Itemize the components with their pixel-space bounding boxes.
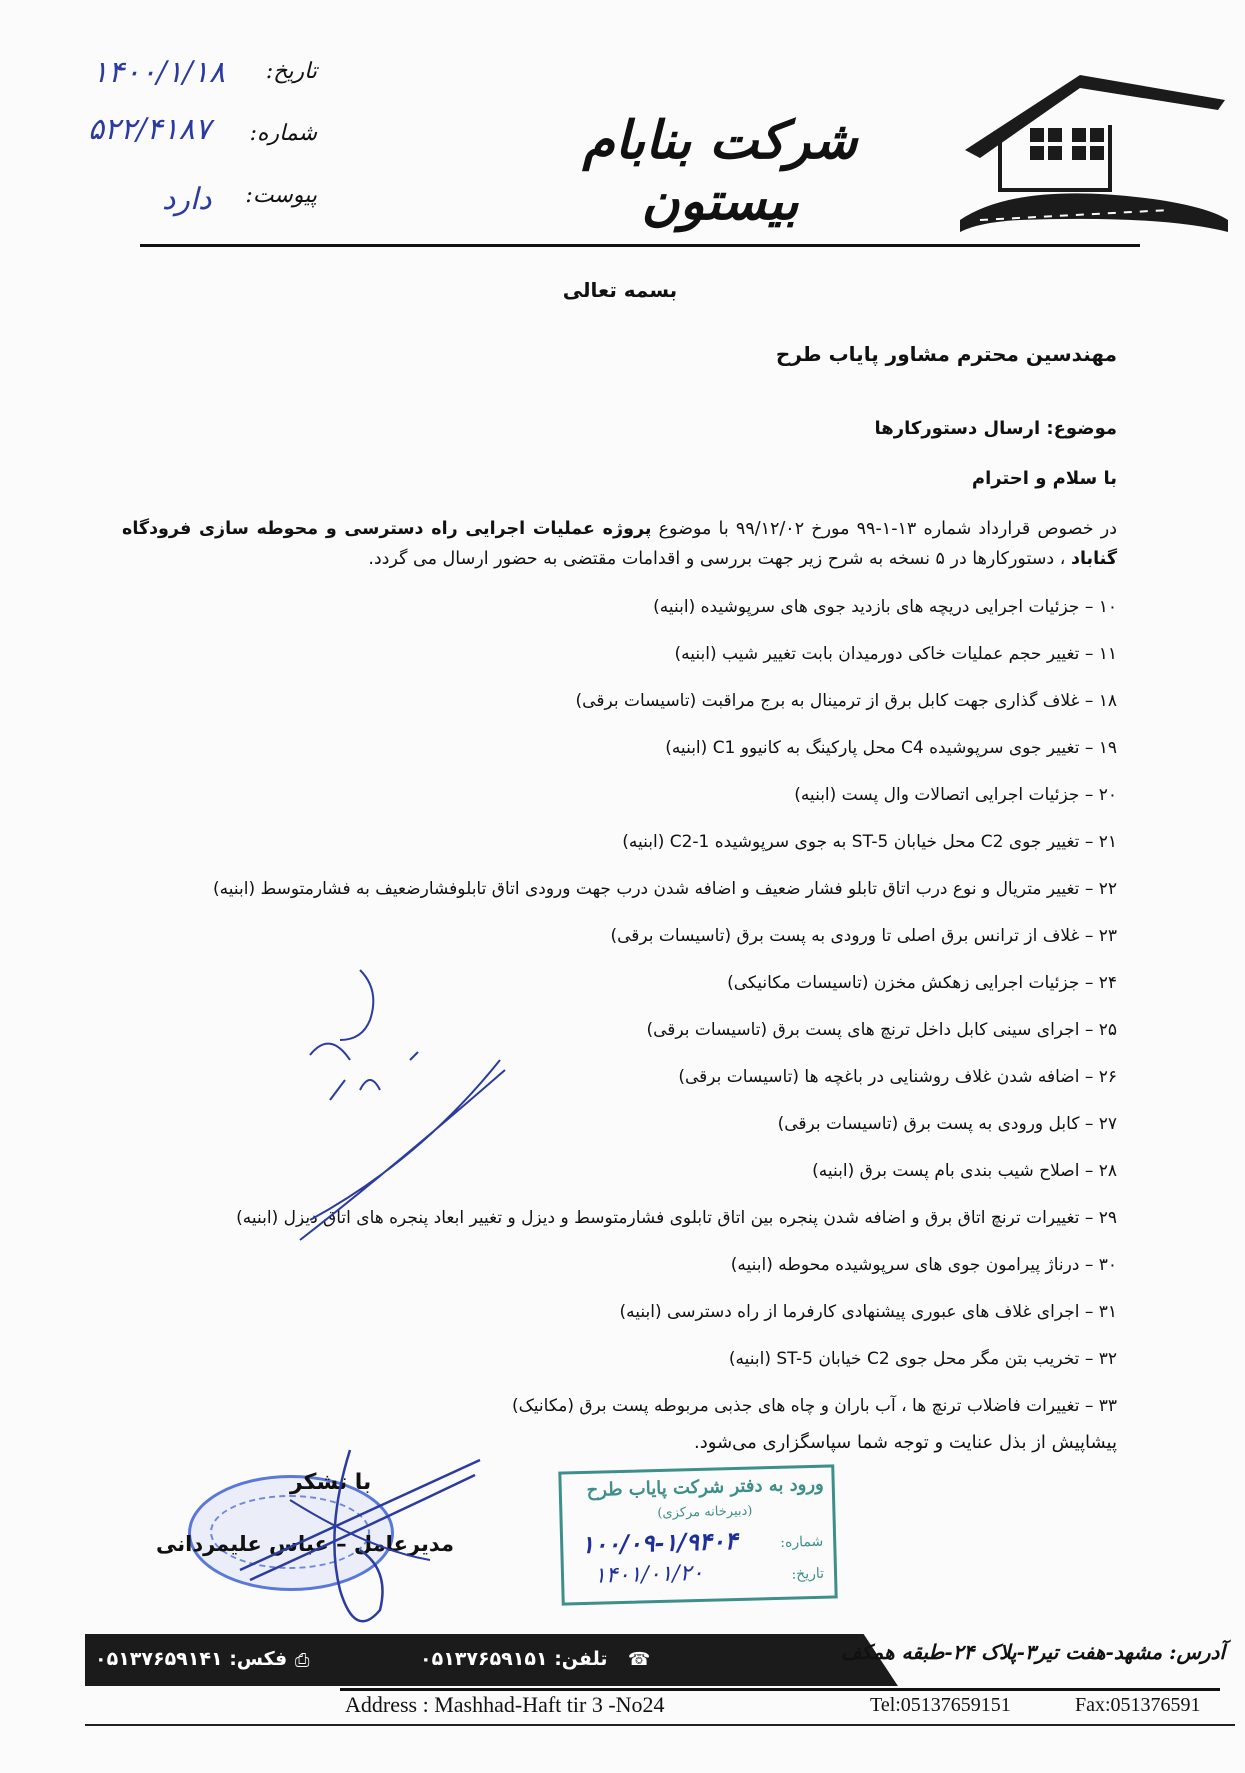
receipt-stamp-subtitle: (دبیرخانه مرکزی)	[657, 1503, 753, 1522]
header-divider	[140, 244, 1140, 247]
footer-divider	[340, 1688, 1220, 1691]
intro-paragraph	[122, 514, 1117, 574]
list-item: ۱۱ – تغییر حجم عملیات خاکی دورمیدان بابت تغییر شیب (ابنیه)	[674, 644, 1117, 664]
list-item: ۲۵ – اجرای سینی کابل داخل ترنچ های پست برق (تاسیسات برقی)	[646, 1020, 1117, 1040]
letter-meta-labels	[245, 55, 317, 241]
footer-fax-fa: فکس: ۰۵۱۳۷۶۵۹۱۴۱	[95, 1648, 288, 1670]
work-order-list	[117, 592, 1117, 1438]
receipt-stamp-title: ورود به دفتر شرکت پایاب طرح	[586, 1473, 824, 1501]
bottom-divider	[85, 1724, 1235, 1726]
footer-phone-fa: تلفن: ۰۵۱۳۷۶۵۹۱۵۱	[420, 1648, 608, 1670]
footer-address-en: Address : Mashhad-Haft tir 3 -No24	[345, 1692, 665, 1717]
attachment-value: دارد	[162, 182, 212, 217]
closing-line: پیشاپیش از بذل عنایت و توجه شما سپاسگزاری می‌شود.	[694, 1432, 1117, 1453]
list-item: ۱۸ – غلاف گذاری جهت کابل برق از ترمینال به برج مراقبت (تاسیسات برقی)	[575, 691, 1117, 711]
receipt-date-label: تاریخ:	[791, 1565, 825, 1583]
receipt-date-value: ۱۴۰۱/۰۱/۲۰	[593, 1560, 704, 1589]
list-item: ۳۰ – درناژ پیرامون جوی های سرپوشیده محوطه (ابنیه)	[730, 1255, 1117, 1275]
list-item: ۲۲ – تغییر متریال و نوع درب اتاق تابلو فشار ضعیف و اضافه شدن درب جهت ورودی اتاق تابلوفشارضعیف به فشارمتوسط (ابنیه)	[213, 879, 1117, 899]
list-item: ۲۹ – تغییرات ترنچ اتاق برق و اضافه شدن پنجره بین اتاق تابلوی فشارمتوسط و دیزل و تغییر ابعاد پنجره های اتاق دیزل (ابنیه)	[236, 1208, 1117, 1228]
footer-address-fa: آدرس: مشهد-هفت تیر۳-پلاک ۲۴-طبقه همکف	[840, 1640, 1225, 1664]
signatory-name: مدیرعامل – عباس علیمردانی	[155, 1532, 454, 1556]
list-item: ۳۱ – اجرای غلاف های عبوری پیشنهادی کارفرما از راه دسترسی (ابنیه)	[619, 1302, 1117, 1322]
besm-heading: بسمه تعالی	[562, 278, 678, 302]
house-logo-icon	[960, 70, 1230, 240]
intro-text-2: ، دستورکارها در ۵ نسخه به شرح زیر جهت بررسی و اقدامات مقتضی به حضور ارسال می گردد.	[368, 549, 1071, 569]
number-label: شماره:	[249, 121, 317, 146]
list-item: ۱۹ – تغییر جوی سرپوشیده C4 محل پارکینگ به کانیوو C1 (ابنیه)	[665, 738, 1117, 758]
receipt-number-value: ۱۰۰/۰۹-۱/۹۴۰۴	[580, 1525, 738, 1560]
receipt-stamp	[558, 1464, 837, 1605]
list-item: ۲۷ – کابل ورودی به پست برق (تاسیسات برقی)	[777, 1114, 1117, 1134]
greeting: با سلام و احترام	[971, 468, 1117, 489]
company-name: شرکت بنابام بیستون	[582, 110, 858, 232]
list-item: ۲۰ – جزئیات اجرایی اتصالات وال پست (ابنیه)	[794, 785, 1117, 805]
receipt-number-label: شماره:	[780, 1533, 824, 1551]
subject-line: موضوع: ارسال دستورکارها	[874, 418, 1117, 439]
date-label: تاریخ:	[265, 59, 317, 84]
handwritten-note-scribble-icon	[270, 960, 540, 1260]
date-value: ۱۴۰۰/۱/۱۸	[92, 55, 226, 90]
list-item: ۲۸ – اصلاح شیب بندی بام پست برق (ابنیه)	[812, 1161, 1117, 1181]
intro-project-title: پروژه عملیات اجرایی راه دسترسی و محوطه سازی فرودگاه گناباد	[122, 519, 1117, 569]
signature-scribble-icon	[230, 1440, 490, 1640]
footer-phone-en: Tel:05137659151	[870, 1694, 1011, 1716]
list-item: ۲۴ – جزئیات اجرایی زهکش مخزن (تاسیسات مکانیکی)	[727, 973, 1117, 993]
list-item: ۲۶ – اضافه شدن غلاف روشنایی در باغچه ها (تاسیسات برقی)	[678, 1067, 1117, 1087]
addressee: مهندسین محترم مشاور پایاب طرح	[775, 342, 1117, 366]
footer-fax-en: Fax:051376591	[1075, 1694, 1201, 1716]
signature-thanks: با تشکر	[290, 1470, 372, 1495]
list-item: ۲۱ – تغییر جوی C2 محل خیابان ST-5 به جوی سرپوشیده C2-1 (ابنیه)	[622, 832, 1117, 852]
list-item: ۱۰ – جزئیات اجرایی دریچه های بازدید جوی های سرپوشیده (ابنیه)	[653, 597, 1117, 617]
phone-icon: ☎	[628, 1649, 651, 1670]
attachment-label: پیوست:	[245, 183, 317, 208]
list-item: ۲۳ – غلاف از ترانس برق اصلی تا ورودی به پست برق (تاسیسات برقی)	[610, 926, 1117, 946]
number-value: ۵۲۲/۴۱۸۷	[88, 112, 211, 147]
list-item: ۳۳ – تغییرات فاضلاب ترنچ ها ، آب باران و چاه های جذبی مربوطه پست برق (مکانیک)	[511, 1396, 1117, 1416]
intro-text-1: در خصوص قرارداد شماره ۱۳-۱-۹۹ مورخ ۹۹/۱۲/۰۲ با موضوع	[651, 519, 1118, 539]
fax-icon: ⎙	[295, 1650, 310, 1671]
list-item: ۳۲ – تخریب بتن مگر محل جوی C2 خیابان ST-5 (ابنیه)	[728, 1349, 1117, 1369]
